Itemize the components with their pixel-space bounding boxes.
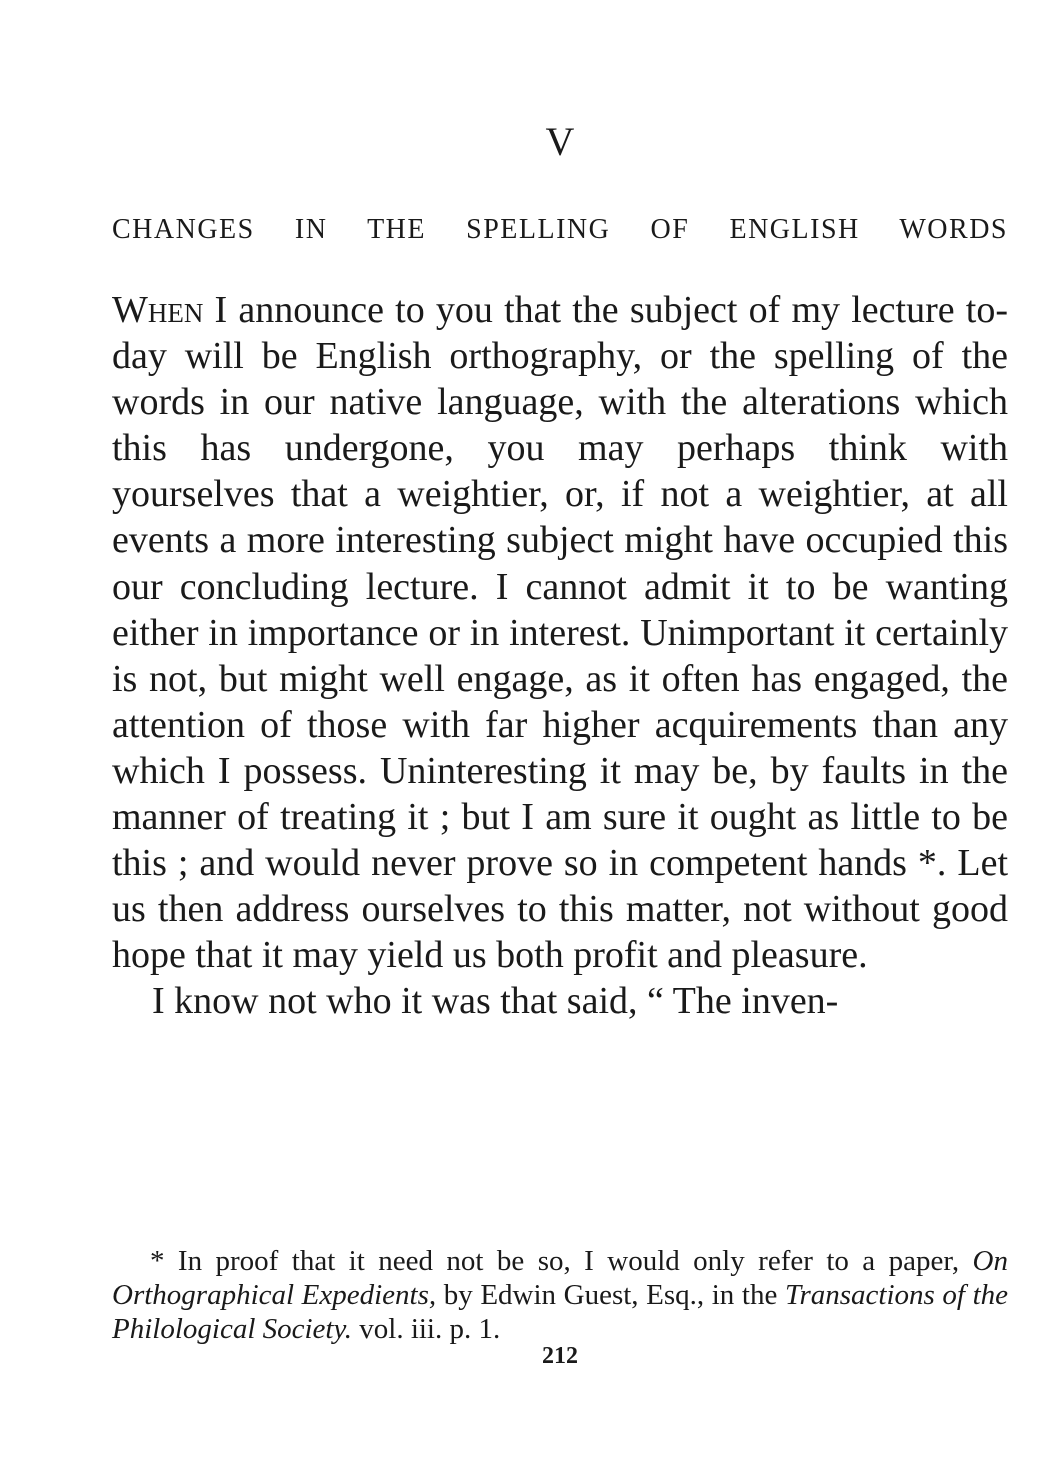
footnote-cited-title: On Orthographical Expedients, [112,1245,1008,1311]
body-text [112,287,1008,1025]
footnote [112,1244,1008,1346]
paragraph-lead-word: When [112,289,204,331]
footnote-cited-title: Transactions of the Philological Society. [112,1279,1008,1345]
page-number: 212 [542,1343,578,1369]
chapter-number: V [545,119,575,164]
footnote-text: vol. iii. p. 1. [352,1313,501,1345]
paragraph-text: I know not who it was that said, “ The inven- [152,980,839,1023]
paragraph [112,978,1008,1024]
paragraph-text-tail: Let us then address ourselves to this matter, not without good hope that it may yield us both profit and pleasure. [112,842,1009,977]
footnote-text: by Edwin Guest, Esq., in the [436,1279,785,1311]
chapter-title: CHANGES IN THE SPELLING OF ENGLISH WORDS [112,214,1008,245]
paragraph [112,287,1008,978]
footnote-reference: *. [906,842,947,885]
paragraph-text: I announce to you that the subject of my lecture to-day will be English orthography, or the spelling of the words in our native language, with the alterations which this has undergone, you may perhaps think with yourselves that a weightier, or, if not a weightier, at all events a more interesting subject might have occupied this our concluding lecture. I cannot admit it to be wanting either in importance or in interest. Unimportant it certainly is not, but might well engage, as it often has engaged, the attention of those with far higher acquirements than any which I possess. Uninteresting it may be, by faults in the manner of treating it ; but I am sure it ought as little to be this ; and would never prove so in competent hands [112,289,1008,885]
book-page [112,0,1008,1464]
footnote-text: In proof that it need not be so, I would only refer to a paper, [164,1245,973,1277]
footnote-marker: * [150,1245,165,1277]
